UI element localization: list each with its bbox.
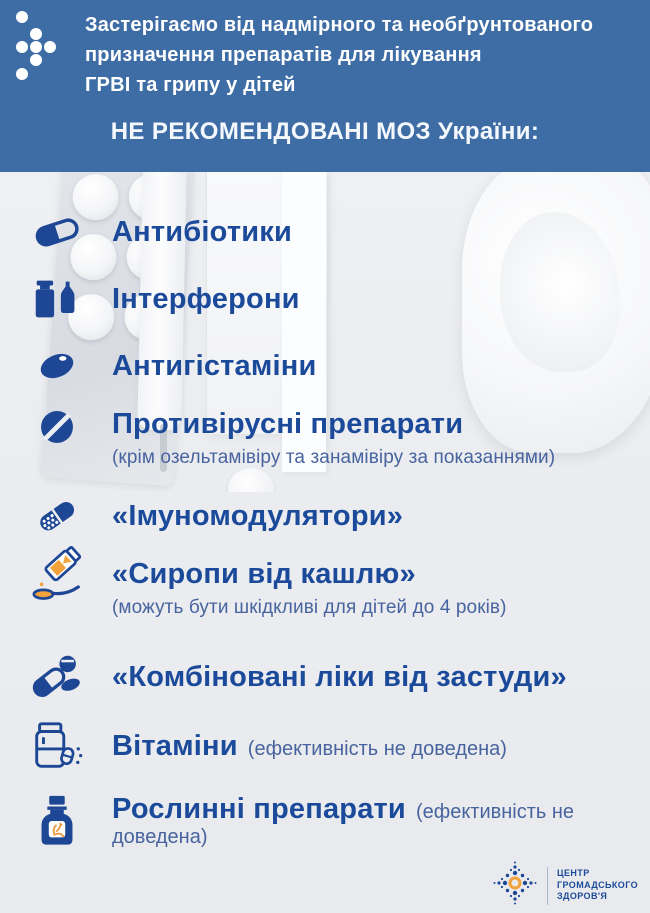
logo-line-3: ЗДОРОВ'Я <box>557 891 608 902</box>
logo-line-2: ГРОМАДСЬКОГО <box>557 879 638 890</box>
item-note: (можуть бути шкідкливі для дітей до 4 років) <box>112 597 507 618</box>
pill-bottle-icon <box>28 717 86 775</box>
list-item-combination-medicines <box>28 648 644 706</box>
header-title: НЕ РЕКОМЕНДОВАНІ МОЗ України: <box>110 118 540 145</box>
herbal-bottle-icon <box>28 792 86 850</box>
list-item-immunomodulators <box>28 487 644 545</box>
item-title: Антибіотики <box>112 215 293 248</box>
list-item-herbal <box>28 792 644 850</box>
item-title: Вітаміни <box>112 729 238 762</box>
logo-divider <box>547 867 548 905</box>
public-health-center-logo <box>492 860 638 911</box>
list-item-antivirals <box>28 408 644 469</box>
warning-line-1: Застерігаємо від надмірного та необґрунтованого <box>85 14 594 36</box>
item-title: Рослинні препарати <box>112 793 406 825</box>
granule-capsule-icon <box>28 487 86 545</box>
list-item-interferons <box>28 270 644 328</box>
item-note: (ефективність не доведена) <box>247 737 507 760</box>
list-item-cough-syrups <box>28 558 644 619</box>
item-title: Противірусні препарати <box>112 408 464 440</box>
tablet-slash-icon <box>28 398 86 456</box>
item-title: Інтерферони <box>112 282 300 315</box>
list-item-antihistamines <box>28 337 644 395</box>
list-item-vitamins <box>28 717 644 775</box>
starburst-logo-icon <box>492 860 538 911</box>
item-title: «Комбіновані ліки від застуди» <box>112 660 567 693</box>
item-title: «Сиропи від кашлю» <box>112 558 416 590</box>
item-title: Антигістаміни <box>112 349 317 382</box>
logo-line-1: ЦЕНТР <box>557 868 590 879</box>
list-item-antibiotics <box>28 203 644 261</box>
capsule-icon <box>28 203 86 261</box>
item-note: (крім озельтамівіру та занамівіру за показаннями) <box>112 447 556 468</box>
mixed-pills-icon <box>28 648 86 706</box>
oval-pill-icon <box>28 337 86 395</box>
item-title: «Імуномодулятори» <box>112 499 404 532</box>
warning-line-3: ГРВІ та грипу у дітей <box>85 74 296 96</box>
syrup-spoon-icon <box>28 548 86 606</box>
warning-text <box>85 10 630 100</box>
header-banner <box>0 0 650 172</box>
logo-text <box>557 868 638 903</box>
warning-line-2: призначення препаратів для лікування <box>85 44 482 66</box>
item-note: (ефективність не доведена) <box>112 801 575 848</box>
vial-ampoule-icon <box>28 270 86 328</box>
